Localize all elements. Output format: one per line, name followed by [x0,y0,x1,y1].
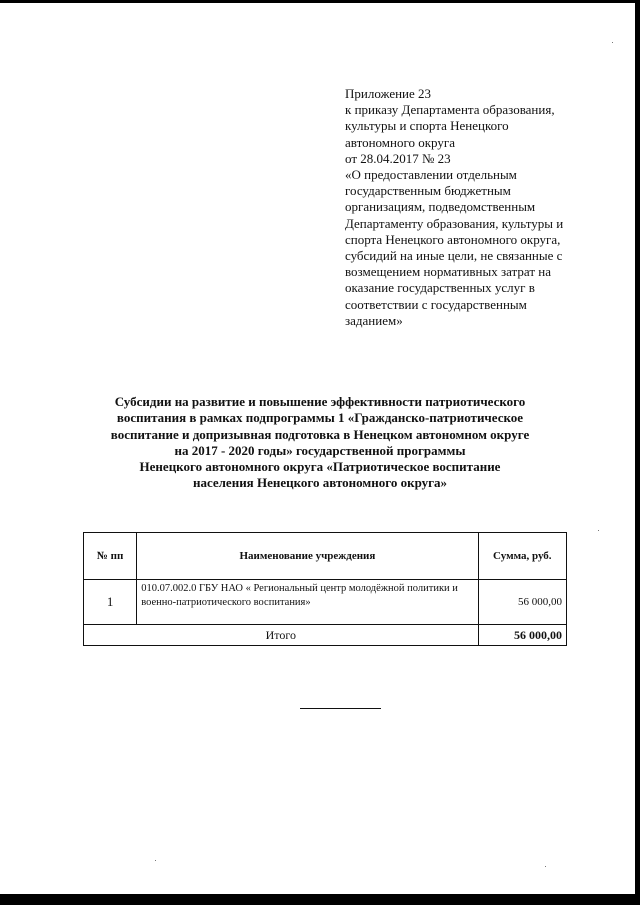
appendix-line: культуры и спорта Ненецкого [345,118,509,134]
scan-speck [612,42,613,43]
total-sum: 56 000,00 [478,625,566,646]
appendix-line: автономного округа [345,134,455,150]
header-name: Наименование учреждения [137,533,478,580]
scan-speck [155,860,156,861]
total-row [84,625,567,646]
appendix-line: соответствии с государственным [345,296,527,312]
scan-speck [545,866,546,867]
scan-edge-bottom [0,894,640,905]
appendix-line: субсидий на иные цели, не связанные с [345,248,563,264]
appendix-line: заданием» [345,312,403,328]
scan-speck [598,530,599,531]
title-line: Ненецкого автономного округа «Патриотическое воспитание [139,459,501,475]
header-sum: Сумма, руб. [478,533,566,580]
appendix-header [345,86,595,329]
scan-edge-right [635,0,640,905]
title-line: воспитание и допризывная подготовка в Ненецком автономном округе [110,426,530,442]
title-line: на 2017 - 2020 годы» государственной программы [174,442,466,458]
appendix-line: спорта Ненецкого автономного округа, [345,231,561,247]
appendix-line: организациям, подведомственным [345,199,536,215]
appendix-line: государственным бюджетным [345,183,511,199]
closing-line [300,708,381,709]
row-num: 1 [84,580,137,625]
appendix-line: от 28.04.2017 № 23 [345,150,451,166]
header-num: № пп [84,533,137,580]
title-line: Субсидии на развитие и повышение эффективности патриотического [114,394,526,409]
appendix-line: к приказу Департамента образования, [345,102,555,118]
appendix-line: Департаменту образования, культуры и [345,215,564,231]
document-title [80,394,560,492]
row-name: 010.07.002.0 ГБУ НАО « Региональный центр молодёжной политики и военно-патриотического воспитания» [137,580,478,625]
title-line: воспитания в рамках подпрограммы 1 «Гражданско-патриотическое [116,410,524,426]
title-line: населения Ненецкого автономного округа» [192,475,448,491]
table-row [84,580,567,625]
total-label: Итого [84,625,479,646]
table-header-row [84,533,567,580]
scan-edge-top [0,0,640,3]
row-sum: 56 000,00 [478,580,566,625]
appendix-line: возмещением нормативных затрат на [345,264,551,280]
appendix-line: оказание государственных услуг в [345,280,535,296]
subsidy-table [83,532,567,646]
appendix-line: Приложение 23 [345,86,432,101]
appendix-line: «О предоставлении отдельным [345,167,517,183]
